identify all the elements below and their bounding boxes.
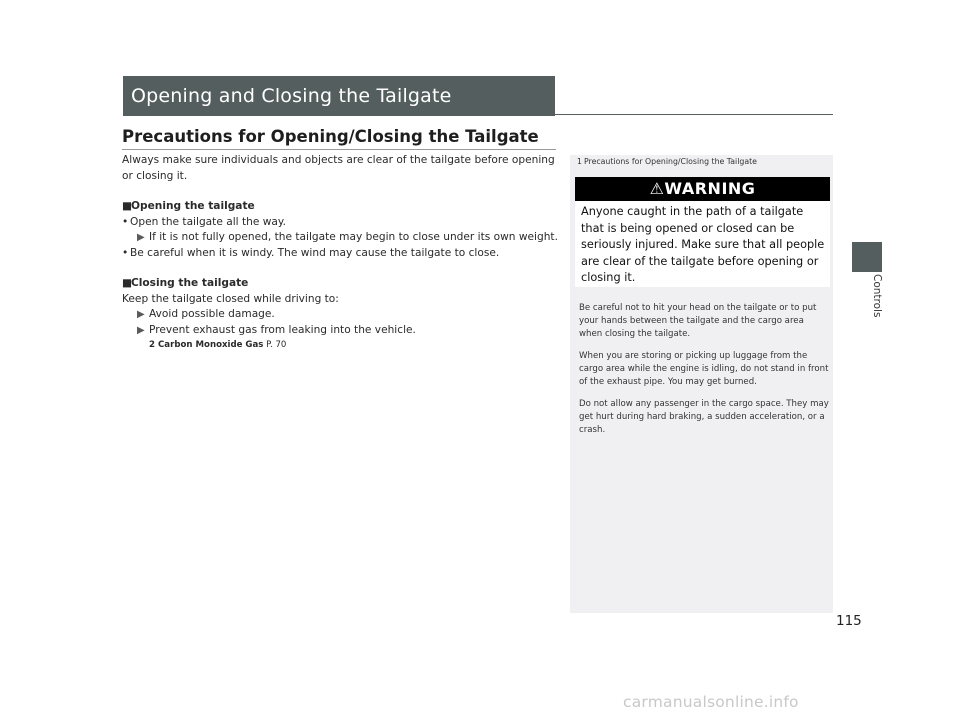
opening-bullet-1-sub: ▶ If it is not fully opened, the tailgate may begin to close under its own weight.	[122, 230, 558, 246]
bullet-dot-icon: •	[122, 246, 129, 259]
closing-lead: Keep the tailgate closed while driving to:	[122, 292, 339, 305]
xref-page: P. 70	[266, 340, 287, 350]
chapter-banner	[123, 76, 555, 116]
note-ref-icon: 1	[577, 157, 582, 166]
opening-heading: ■Opening the tailgate	[122, 199, 558, 215]
square-bullet-icon: ■	[122, 277, 133, 289]
page-number: 115	[836, 613, 862, 629]
section-title: Precautions for Opening/Closing the Tailgate	[122, 127, 539, 146]
chapter-title: Opening and Closing the Tailgate	[131, 85, 452, 107]
square-bullet-icon: ■	[122, 200, 133, 212]
intro-paragraph: Always make sure individuals and objects are clear of the tailgate before opening or closing it.	[122, 154, 555, 182]
side-note-1: Be careful not to hit your head on the tailgate or to put your hands between the tailgate and the cargo area when closing the tailgate.	[579, 303, 817, 339]
closing-item-1: ▶ Avoid possible damage.	[122, 307, 558, 323]
side-panel-header: 1 Precautions for Opening/Closing the Tailgate	[577, 157, 757, 166]
side-notes	[579, 302, 829, 446]
bullet-dot-icon: •	[122, 215, 129, 228]
opening-bullet-2: • Be careful when it is windy. The wind may cause the tailgate to close.	[122, 246, 558, 262]
section-rule	[122, 149, 556, 150]
warning-title: ⚠WARNING	[575, 177, 830, 201]
closing-heading: ■Closing the tailgate	[122, 276, 558, 292]
warning-text: Anyone caught in the path of a tailgate that is being opened or closed can be seriously injured. Make sure that all people are clear of the tailgate before opening or closing it.	[581, 205, 825, 284]
chapter-tab-label: Controls	[871, 274, 883, 318]
side-note-3: Do not allow any passenger in the cargo space. They may get hurt during hard braking, a sudden acceleration, or a crash.	[579, 399, 829, 435]
main-body	[122, 153, 558, 352]
arrow-bullet-icon: ▶	[137, 309, 145, 320]
side-note-2: When you are storing or picking up luggage from the cargo area while the engine is idling, do not stand in front of the exhaust pipe. You may get burned.	[579, 351, 829, 387]
cross-reference-icon: 2	[149, 340, 155, 350]
arrow-bullet-icon: ▶	[137, 324, 145, 336]
warning-icon: ⚠	[649, 179, 665, 198]
closing-item-2: ▶ Prevent exhaust gas from leaking into the vehicle.	[122, 323, 558, 339]
chapter-tab[interactable]	[852, 242, 882, 272]
banner-rule	[555, 114, 833, 115]
carbon-monoxide-link[interactable]: 2 Carbon Monoxide Gas P. 70	[149, 340, 287, 350]
opening-bullet-1: • Open the tailgate all the way.	[122, 215, 558, 231]
watermark: carmanualsonline.info	[623, 693, 799, 711]
arrow-bullet-icon: ▶	[137, 232, 145, 243]
warning-box	[575, 177, 830, 287]
